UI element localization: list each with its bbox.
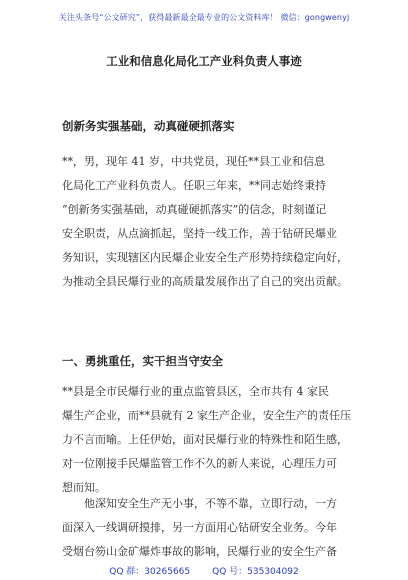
section-heading-2: 一、勇挑重任，实干担当守安全	[62, 354, 223, 368]
paragraph-line: **，男，现年 41 岁，中共党员，现任**县工业和信息	[62, 155, 325, 168]
footer-contact	[0, 564, 408, 577]
intro-paragraph	[62, 150, 352, 294]
paragraph-line: 安全职责，从点滴抓起，坚持一线工作，善于钻研民爆业	[62, 227, 337, 240]
footer-qq-number: QQ 号：535304092	[212, 567, 299, 577]
paragraph-line: 务知识，实现辖区内民爆企业安全生产形势持续稳定向好，	[62, 251, 348, 264]
paragraph-line: 他深知安全生产无小事，不等不靠，立即行动，一方	[84, 497, 337, 510]
body-paragraph-2	[62, 492, 352, 564]
section-heading-1: 创新务实强基础，动真碰硬抓落实	[62, 119, 235, 133]
paragraph-line: 爆生产企业，而**县就有 2 家生产企业，安全生产的责任压	[62, 409, 351, 422]
paragraph-line: 化局化工产业科负责人。任职三年来，**同志始终秉持	[62, 179, 326, 192]
paragraph-line: “创新务实强基础，动真碰硬抓落实”的信念，时刻谨记	[62, 203, 327, 216]
paragraph-line: **县是全市民爆行业的重点监管县区，全市共有 4 家民	[62, 385, 329, 398]
paragraph-line: 对一位刚接手民爆监管工作不久的新人来说，心理压力可	[62, 457, 337, 470]
footer-qq-group: QQ 群：30265665	[109, 567, 191, 577]
paragraph-line: 面深入一线调研摸排，另一方面用心钻研安全业务。今年	[62, 521, 337, 534]
body-paragraph-1	[62, 380, 352, 500]
paragraph-line: 受烟台笏山金矿爆炸事故的影响，民爆行业的安全生产备	[62, 545, 337, 558]
paragraph-line: 力不言而喻。上任伊始，面对民爆行业的特殊性和陌生感，	[62, 433, 348, 446]
document-title: 工业和信息化局化工产业科负责人事迹	[106, 54, 302, 68]
paragraph-line: 为推动全县民爆行业的高质量发展作出了自己的突出贡献。	[62, 275, 348, 288]
top-banner: 关注头条号“公文研究”，获得最新最全最专业的公文资料库！ 微信：gongwenyj	[58, 13, 350, 22]
paragraph-line: 想而知。	[62, 481, 106, 494]
